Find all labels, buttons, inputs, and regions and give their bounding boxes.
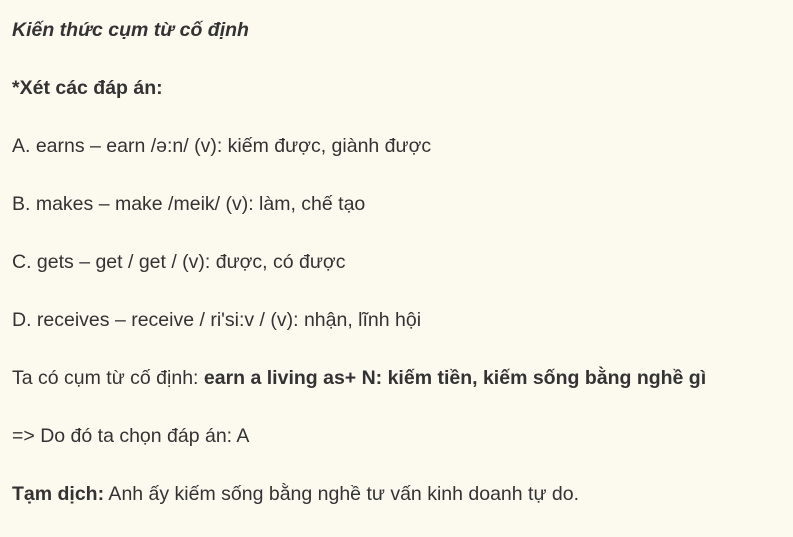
translation-label: Tạm dịch: (12, 483, 105, 505)
translation-text: Anh ấy kiếm sống bằng nghề tư vấn kinh doanh tự do. (104, 483, 580, 505)
fixed-phrase-prefix: Ta có cụm từ cố định: (12, 367, 204, 389)
options-heading: *Xét các đáp án: (12, 77, 163, 99)
answer-option-d: D. receives – receive / ri'si:v / (v): nhận, lĩnh hội (12, 309, 422, 331)
fixed-phrase-definition: earn a living as+ N: kiếm tiền, kiếm sống bằng nghề gì (203, 367, 707, 389)
translation-line (12, 482, 579, 506)
answer-option-b: B. makes – make /meik/ (v): làm, chế tạo (12, 193, 366, 215)
section-title: Kiến thức cụm từ cố định (12, 19, 249, 41)
answer-conclusion: => Do đó ta chọn đáp án: A (12, 425, 250, 447)
fixed-phrase-line (12, 366, 706, 390)
answer-option-c: C. gets – get / get / (v): được, có được (12, 251, 346, 273)
answer-option-a: A. earns – earn /ə:n/ (v): kiếm được, giành được (12, 135, 432, 157)
